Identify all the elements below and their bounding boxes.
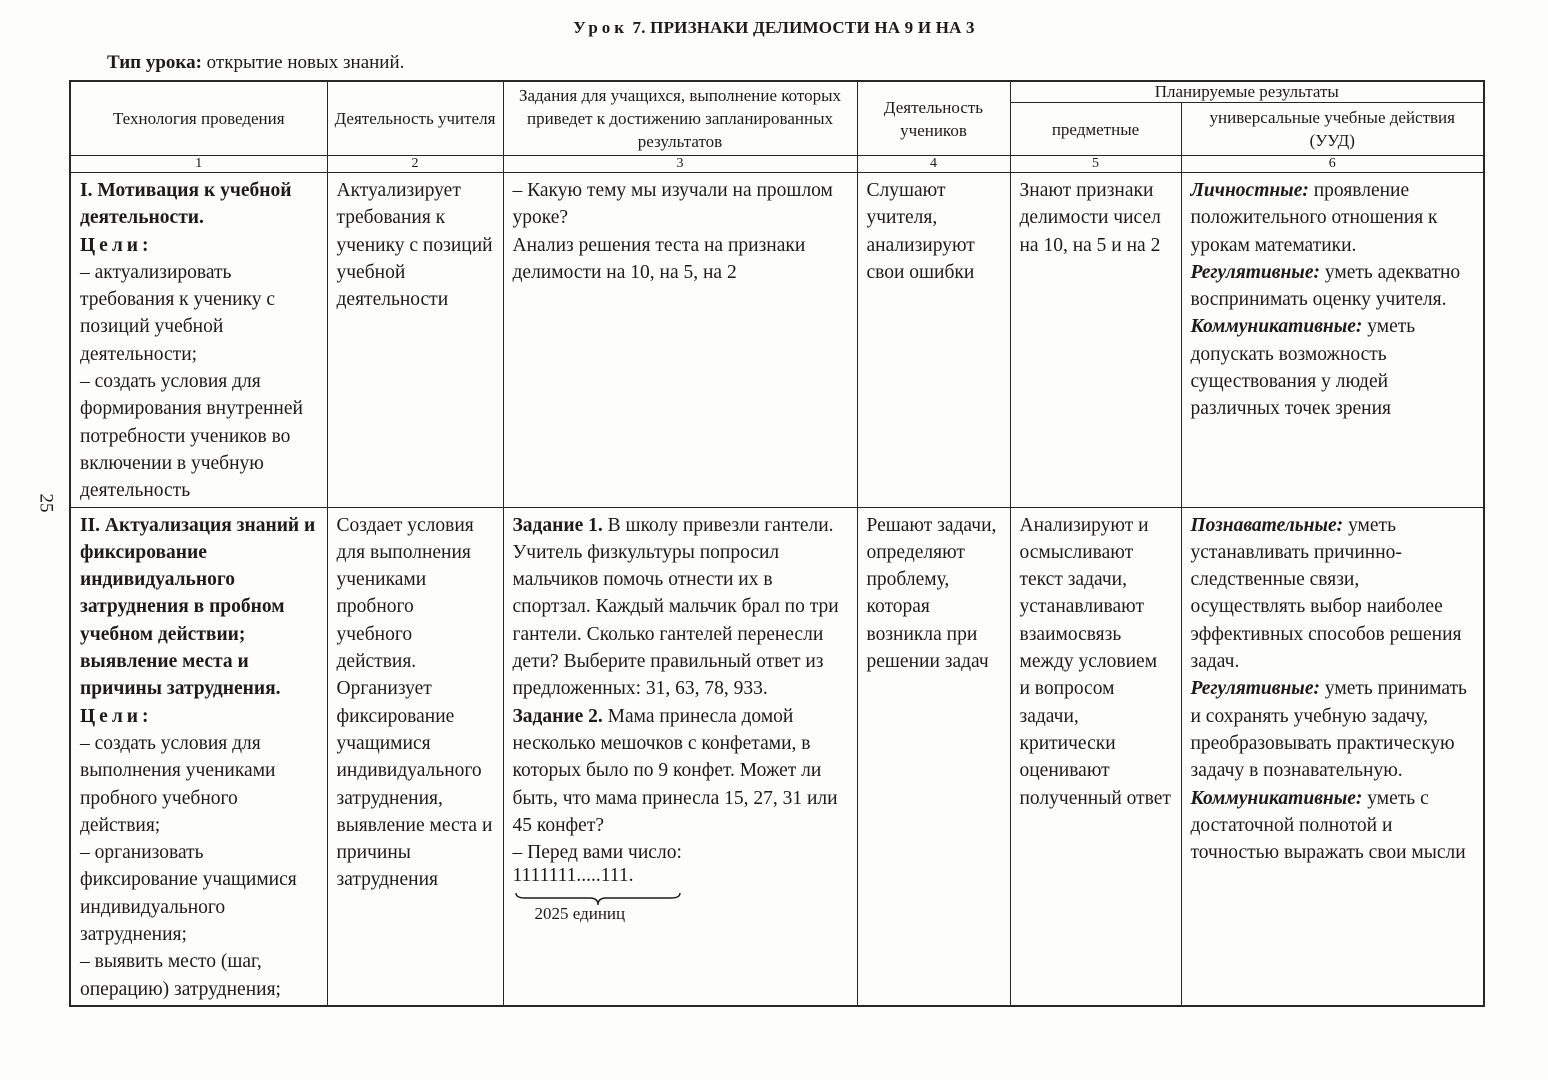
number-expression (513, 866, 848, 924)
goal-item: – выявить место (шаг, операцию) затруднения; (80, 951, 281, 1000)
subject-results-cell: Знают признаки делимости чисел на 10, на 5 и на 2 (1010, 173, 1181, 508)
header-planned-results: Планируемые результаты (1010, 81, 1484, 103)
page-number: 25 (35, 493, 57, 513)
subject-results-cell: Анализируют и осмысливают текст задачи, устанавливают взаимосвязь между условием и вопросом задачи, критически оценивают полученный ответ (1010, 507, 1181, 1006)
uud-text: уметь принимать и сохранять учебную задачу, преобразовывать практическую задачу в познавательную. (1190, 678, 1467, 782)
tasks-cell (503, 507, 857, 1006)
stage-title: I. Мотивация к учебной деятельности. (80, 180, 292, 229)
uud-text: уметь адекватно воспринимать оценку учителя. (1190, 261, 1461, 311)
uud-label: Регулятивные: (1190, 678, 1320, 700)
uud-text: уметь допускать возможность существования у людей различных точек зрения (1190, 316, 1416, 420)
task-label: Задание 1. (512, 514, 603, 536)
lesson-title-prefix: Урок (573, 18, 629, 37)
goals-label: Цели: (80, 705, 153, 727)
uud-text: проявление положительного отношения к урокам математики. (1190, 180, 1438, 256)
uud-label: Коммуникативные: (1190, 787, 1363, 809)
table-row (70, 507, 1484, 1006)
header-uud: универсальные учебные действия (УУД) (1181, 103, 1484, 156)
header-technology: Технология проведения (70, 81, 327, 156)
lesson-type (107, 52, 404, 74)
header-tasks: Задания для учащихся, выполнение которых приведет к достижению запланированных результатов (503, 81, 857, 156)
column-number: 4 (857, 156, 1010, 173)
teacher-activity-cell: Актуализирует требования к ученику с позиций учебной деятельности (327, 173, 503, 508)
uud-cell (1181, 507, 1484, 1006)
column-number: 1 (70, 156, 327, 173)
goals-label: Цели: (80, 234, 153, 256)
header-row (70, 81, 1484, 103)
teacher-activity-cell: Создает условия для выполнения учениками пробного учебного действия. Организует фиксирование учащимися индивидуального затруднения, выявление места и причины затруднения (327, 507, 503, 1006)
uud-label: Личностные: (1190, 180, 1309, 201)
uud-cell (1181, 173, 1484, 508)
header-teacher-activity: Деятельность учителя (327, 81, 503, 156)
column-number: 3 (503, 156, 857, 173)
lesson-title-text: 7. ПРИЗНАКИ ДЕЛИМОСТИ НА 9 И НА 3 (632, 18, 975, 37)
lesson-title (0, 18, 1548, 38)
lesson-type-label: Тип урока: (107, 52, 202, 73)
goal-item: – создать условия для выполнения учениками пробного учебного действия; (80, 732, 276, 836)
header-student-activity: Деятельность учеников (857, 81, 1010, 156)
lesson-plan-table (69, 80, 1485, 1007)
column-number: 2 (327, 156, 503, 173)
stage-cell (70, 507, 327, 1006)
task-text: – Какую тему мы изучали на прошлом уроке? (512, 180, 833, 229)
lesson-type-value: открытие новых знаний. (206, 52, 405, 73)
column-number-row (70, 156, 1484, 173)
task-text: Анализ решения теста на признаки делимости на 10, на 5, на 2 (512, 234, 806, 283)
student-activity-cell: Слушают учителя, анализируют свои ошибки (857, 173, 1010, 508)
goal-item: – создать условия для формирования внутренней потребности учеников во включении в учебную деятельность (80, 371, 303, 502)
task-label: Задание 2. (512, 705, 603, 727)
column-number: 5 (1010, 156, 1181, 173)
goal-item: – организовать фиксирование учащимися индивидуального затруднения; (80, 842, 297, 946)
task-text: Мама принесла домой несколько мешочков с конфетами, в которых было по 9 конфет. Может ли быть, что мама принесла 15, 27, 31 или 45 конфет? (512, 705, 838, 836)
uud-label: Коммуникативные: (1190, 316, 1363, 338)
goal-item: – актуализировать требования к ученику с позиций учебной деятельности; (80, 261, 276, 365)
uud-text: уметь с достаточной полнотой и точностью выражать свои мысли (1190, 787, 1466, 864)
repeated-ones-number: 1111111.....111. (512, 865, 634, 887)
table-row (70, 173, 1484, 508)
task-text: В школу привезли гантели. Учитель физкультуры попросил мальчиков помочь отнести их в спортзал. Каждый мальчик брал по три гантели. Сколько гантелей перенесли дети? Выберите правильный ответ из предложенных: 31, 63, 78, 933. (512, 514, 839, 700)
stage-cell (70, 173, 327, 508)
column-number: 6 (1181, 156, 1484, 173)
brace-label: 2025 единиц (534, 904, 626, 924)
stage-title: II. Актуализация знаний и фиксирование индивидуального затруднения в пробном учебном действии; выявление места и причины затруднения. (80, 514, 316, 700)
header-subject-results: предметные (1010, 103, 1181, 156)
tasks-cell (503, 173, 857, 508)
uud-label: Познавательные: (1190, 514, 1344, 536)
uud-text: уметь устанавливать причинно-следственные связи, осуществлять выбор наиболее эффективных способов решения задач. (1190, 514, 1462, 673)
student-activity-cell: Решают задачи, определяют проблему, которая возникла при решении задач (857, 507, 1010, 1006)
task-text: – Перед вами число: (512, 842, 682, 864)
uud-label: Регулятивные: (1190, 261, 1320, 283)
